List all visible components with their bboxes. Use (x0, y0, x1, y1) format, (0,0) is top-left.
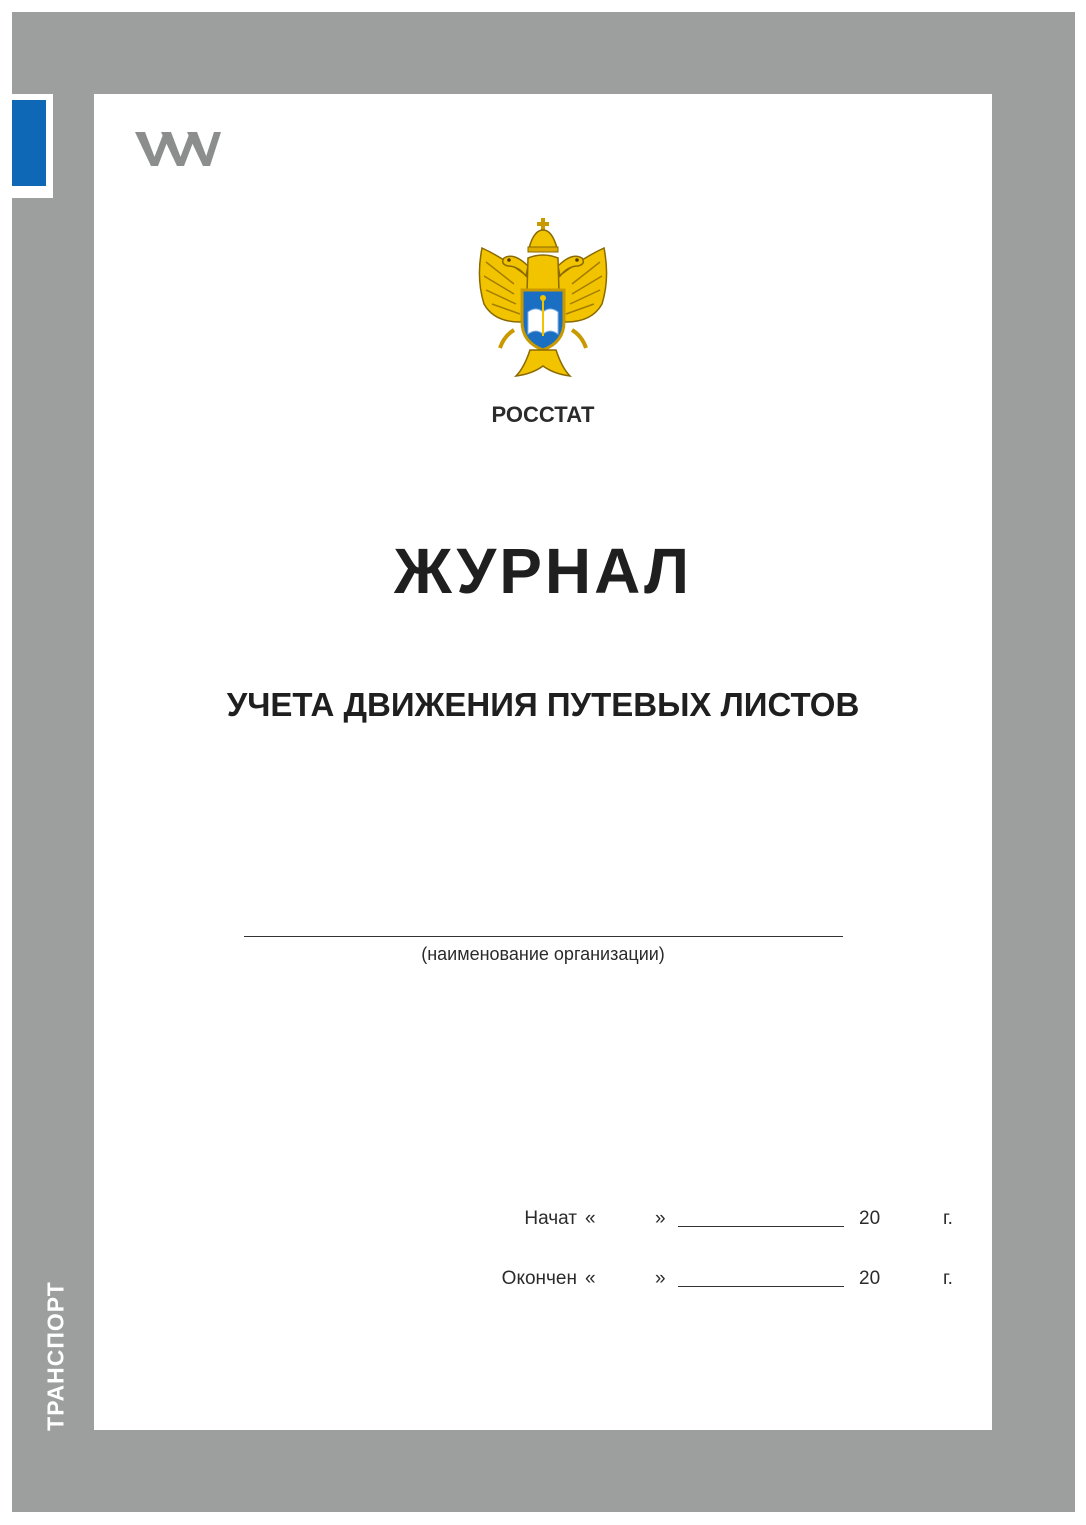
ended-label: Окончен (501, 1268, 577, 1289)
started-label: Начат (524, 1208, 577, 1229)
ww-logo-icon (135, 132, 221, 170)
started-date-row (0, 1208, 1086, 1238)
journal-subtitle: УЧЕТА ДВИЖЕНИЯ ПУТЕВЫХ ЛИСТОВ (226, 686, 860, 723)
ended-close-quote: » (655, 1268, 666, 1289)
category-label: ТРАНСПОРТ (42, 1281, 69, 1431)
ended-year-unit: г. (943, 1268, 953, 1289)
organization-name-line (244, 936, 843, 937)
double-headed-eagle-emblem-icon (474, 218, 612, 380)
started-month-line (678, 1226, 844, 1227)
organization-caption: (наименование организации) (421, 944, 665, 964)
started-close-quote: » (655, 1208, 666, 1229)
agency-name: РОССТАТ (491, 402, 595, 427)
ended-open-quote: « (585, 1268, 596, 1289)
blue-edge-tab (12, 94, 53, 198)
started-year-unit: г. (943, 1208, 953, 1229)
started-century: 20 (859, 1208, 881, 1229)
journal-title: ЖУРНАЛ (393, 535, 693, 607)
started-open-quote: « (585, 1208, 596, 1229)
ended-date-row (0, 1268, 1086, 1298)
ended-century: 20 (859, 1268, 881, 1289)
ended-month-line (678, 1286, 844, 1287)
